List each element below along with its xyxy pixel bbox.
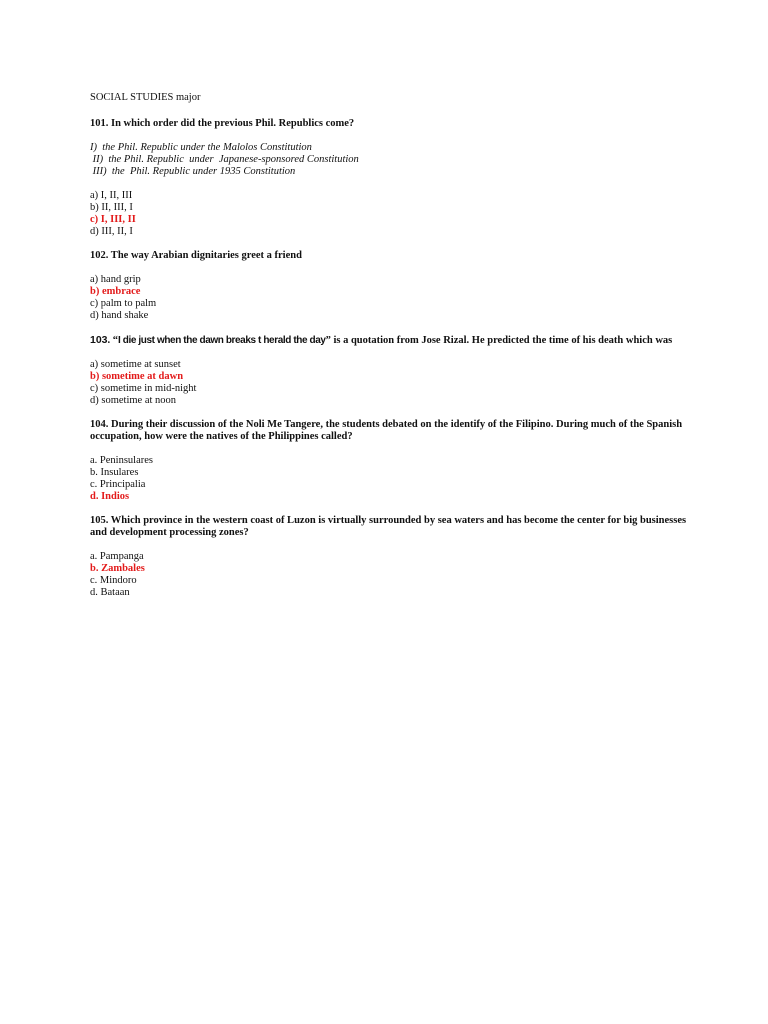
- question-103: [90, 334, 690, 407]
- option-d: d) III, II, I: [90, 226, 133, 237]
- option-b: b) II, III, I: [90, 202, 133, 213]
- statement-item: II) the Phil. Republic under Japanese-sponsored Constitution: [90, 154, 359, 165]
- document-header: SOCIAL STUDIES major: [90, 92, 201, 103]
- option-d: d. Bataan: [90, 587, 130, 598]
- question-101: [90, 118, 690, 238]
- question-text: 104. During their discussion of the Noli Me Tangere, the students debated on the identify of the Filipino. During much of the Spanish occupation, how were the natives of the Philippines called?: [90, 419, 683, 442]
- question-text: [90, 334, 690, 347]
- option-c-correct: c) I, III, II: [90, 214, 136, 225]
- statement-list: [90, 142, 690, 178]
- question-text: 102. The way Arabian dignitaries greet a friend: [90, 250, 302, 261]
- option-list: [90, 274, 690, 322]
- question-number: 103: [90, 334, 108, 346]
- option-c: c) sometime in mid-night: [90, 383, 197, 394]
- option-a: a. Peninsulares: [90, 455, 153, 466]
- question-102: [90, 250, 690, 322]
- option-c: c) palm to palm: [90, 298, 157, 309]
- option-d-correct: d. Indios: [90, 491, 130, 502]
- option-list: [90, 551, 690, 599]
- option-c: c. Mindoro: [90, 575, 137, 586]
- option-c: c. Principalia: [90, 479, 146, 490]
- option-d: d) sometime at noon: [90, 395, 177, 406]
- option-a: a) sometime at sunset: [90, 359, 181, 370]
- option-b-correct: b) sometime at dawn: [90, 371, 184, 382]
- question-text: 101. In which order did the previous Phil. Republics come?: [90, 118, 355, 129]
- option-list: [90, 455, 690, 503]
- option-b-correct: b. Zambales: [90, 563, 145, 574]
- statement-item: I) the Phil. Republic under the Malolos Constitution: [90, 142, 312, 153]
- option-b-correct: b) embrace: [90, 286, 141, 297]
- question-104: [90, 419, 690, 503]
- question-text: 105. Which province in the western coast of Luzon is virtually surrounded by sea waters and has become the center for big businesses and development processing zones?: [90, 515, 687, 538]
- option-a: a) hand grip: [90, 274, 141, 285]
- option-a: a. Pampanga: [90, 551, 144, 562]
- option-d: d) hand shake: [90, 310, 149, 321]
- option-list: [90, 190, 690, 238]
- document-page: [90, 92, 690, 611]
- quote-open: . “: [107, 335, 119, 346]
- option-b: b. Insulares: [90, 467, 139, 478]
- rizal-quote: I die just when the dawn breaks t herald the day: [118, 335, 326, 346]
- statement-item: III) the Phil. Republic under 1935 Constitution: [90, 166, 296, 177]
- option-a: a) I, II, III: [90, 190, 133, 201]
- question-rest: ” is a quotation from Jose Rizal. He predicted the time of his death which was: [325, 335, 673, 346]
- question-105: [90, 515, 690, 599]
- option-list: [90, 359, 690, 407]
